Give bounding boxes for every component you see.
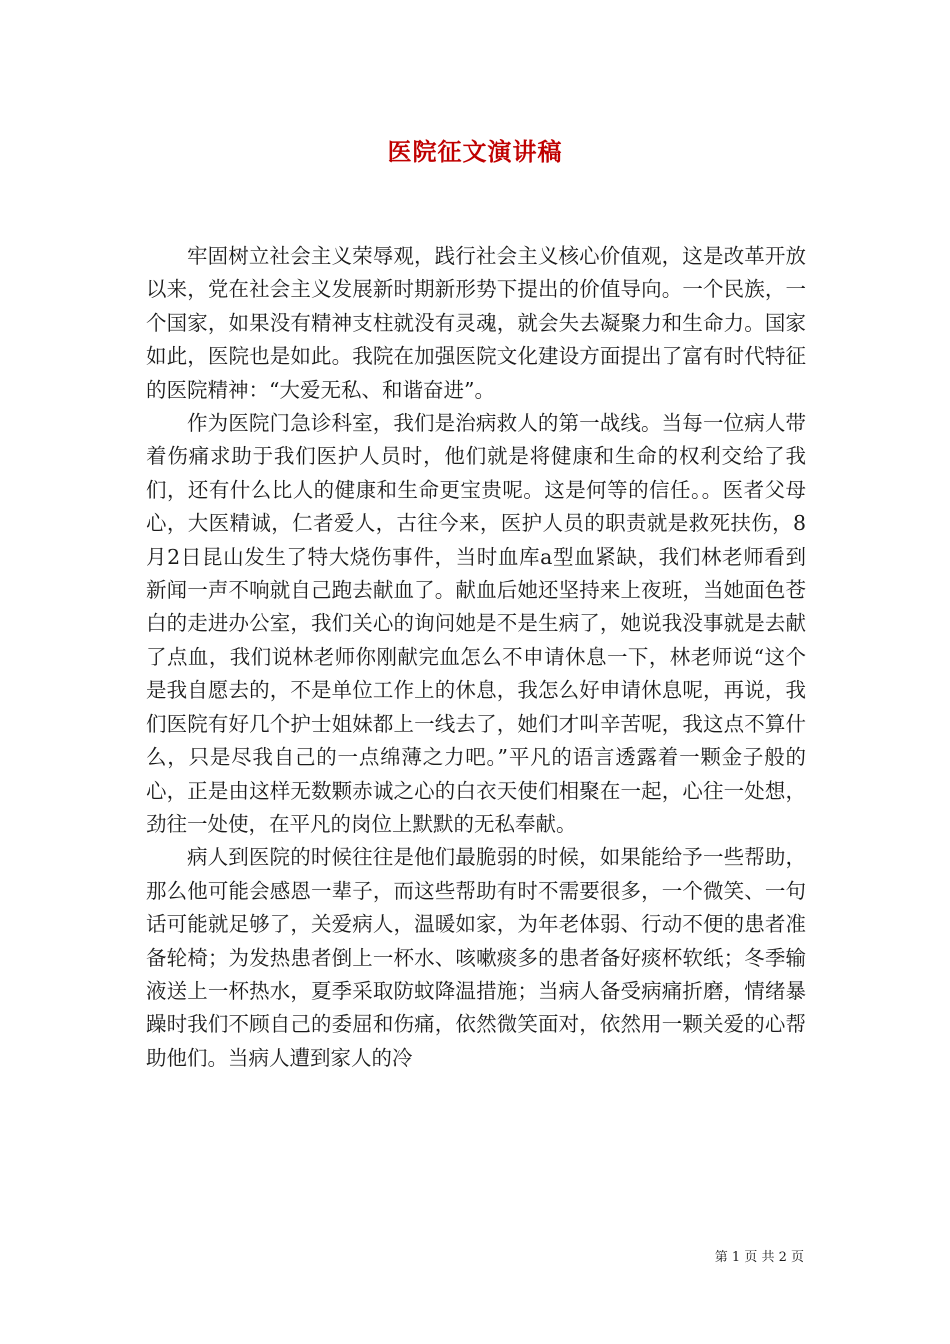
- document-body: [146, 240, 806, 1075]
- document-title: 医院征文演讲稿: [387, 137, 563, 166]
- paragraph-2: 作为医院门急诊科室，我们是治病救人的第一战线。当每一位病人带着伤痛求助于我们医护人员时，他们就是将健康和生命的权利交给了我们，还有什么比人的健康和生命更宝贵呢。这是何等的信任。。医者父母心，大医精诚，仁者爱人，古往今来，医护人员的职责就是救死扶伤，8月2日昆山发生了特大烧伤事件，当时血库a型血紧缺，我们林老师看到新闻一声不响就自己跑去献血了。献血后她还坚持来上夜班，当她面色苍白的走进办公室，我们关心的询问她是不是生病了，她说我没事就是去献了点血，我们说林老师你刚献完血怎么不申请休息一下，林老师说“这个是我自愿去的，不是单位工作上的休息，我怎么好申请休息呢，再说，我们医院有好几个护士姐妹都上一线去了，她们才叫辛苦呢，我这点不算什么，只是尽我自己的一点绵薄之力吧。”平凡的语言透露着一颗金子般的心，正是由这样无数颗赤诚之心的白衣天使们相聚在一起，心往一处想，劲往一处使，在平凡的岗位上默默的无私奉献。: [146, 411, 806, 836]
- paragraph-3: 病人到医院的时候往往是他们最脆弱的时候，如果能给予一些帮助，那么他可能会感恩一辈子，而这些帮助有时不需要很多，一个微笑、一句话可能就足够了，关爱病人，温暖如家，为年老体弱、行动不便的患者准备轮椅；为发热患者倒上一杯水、咳嗽痰多的患者备好痰杯软纸；冬季输液送上一杯热水，夏季采取防蚊降温措施；当病人备受病痛折磨，情绪暴躁时我们不顾自己的委屈和伤痛，依然微笑面对，依然用一颗关爱的心帮助他们。当病人遭到家人的冷: [146, 845, 806, 1070]
- paragraph-1: 牢固树立社会主义荣辱观，践行社会主义核心价值观，这是改革开放以来，党在社会主义发展新时期新形势下提出的价值导向。一个民族，一个国家，如果没有精神支柱就没有灵魂，就会失去凝聚力和生命力。国家如此，医院也是如此。我院在加强医院文化建设方面提出了富有时代特征的医院精神：“大爱无私、和谐奋进”。: [146, 244, 806, 402]
- page-number-footer: 第 1 页 共 2 页: [714, 1250, 804, 1265]
